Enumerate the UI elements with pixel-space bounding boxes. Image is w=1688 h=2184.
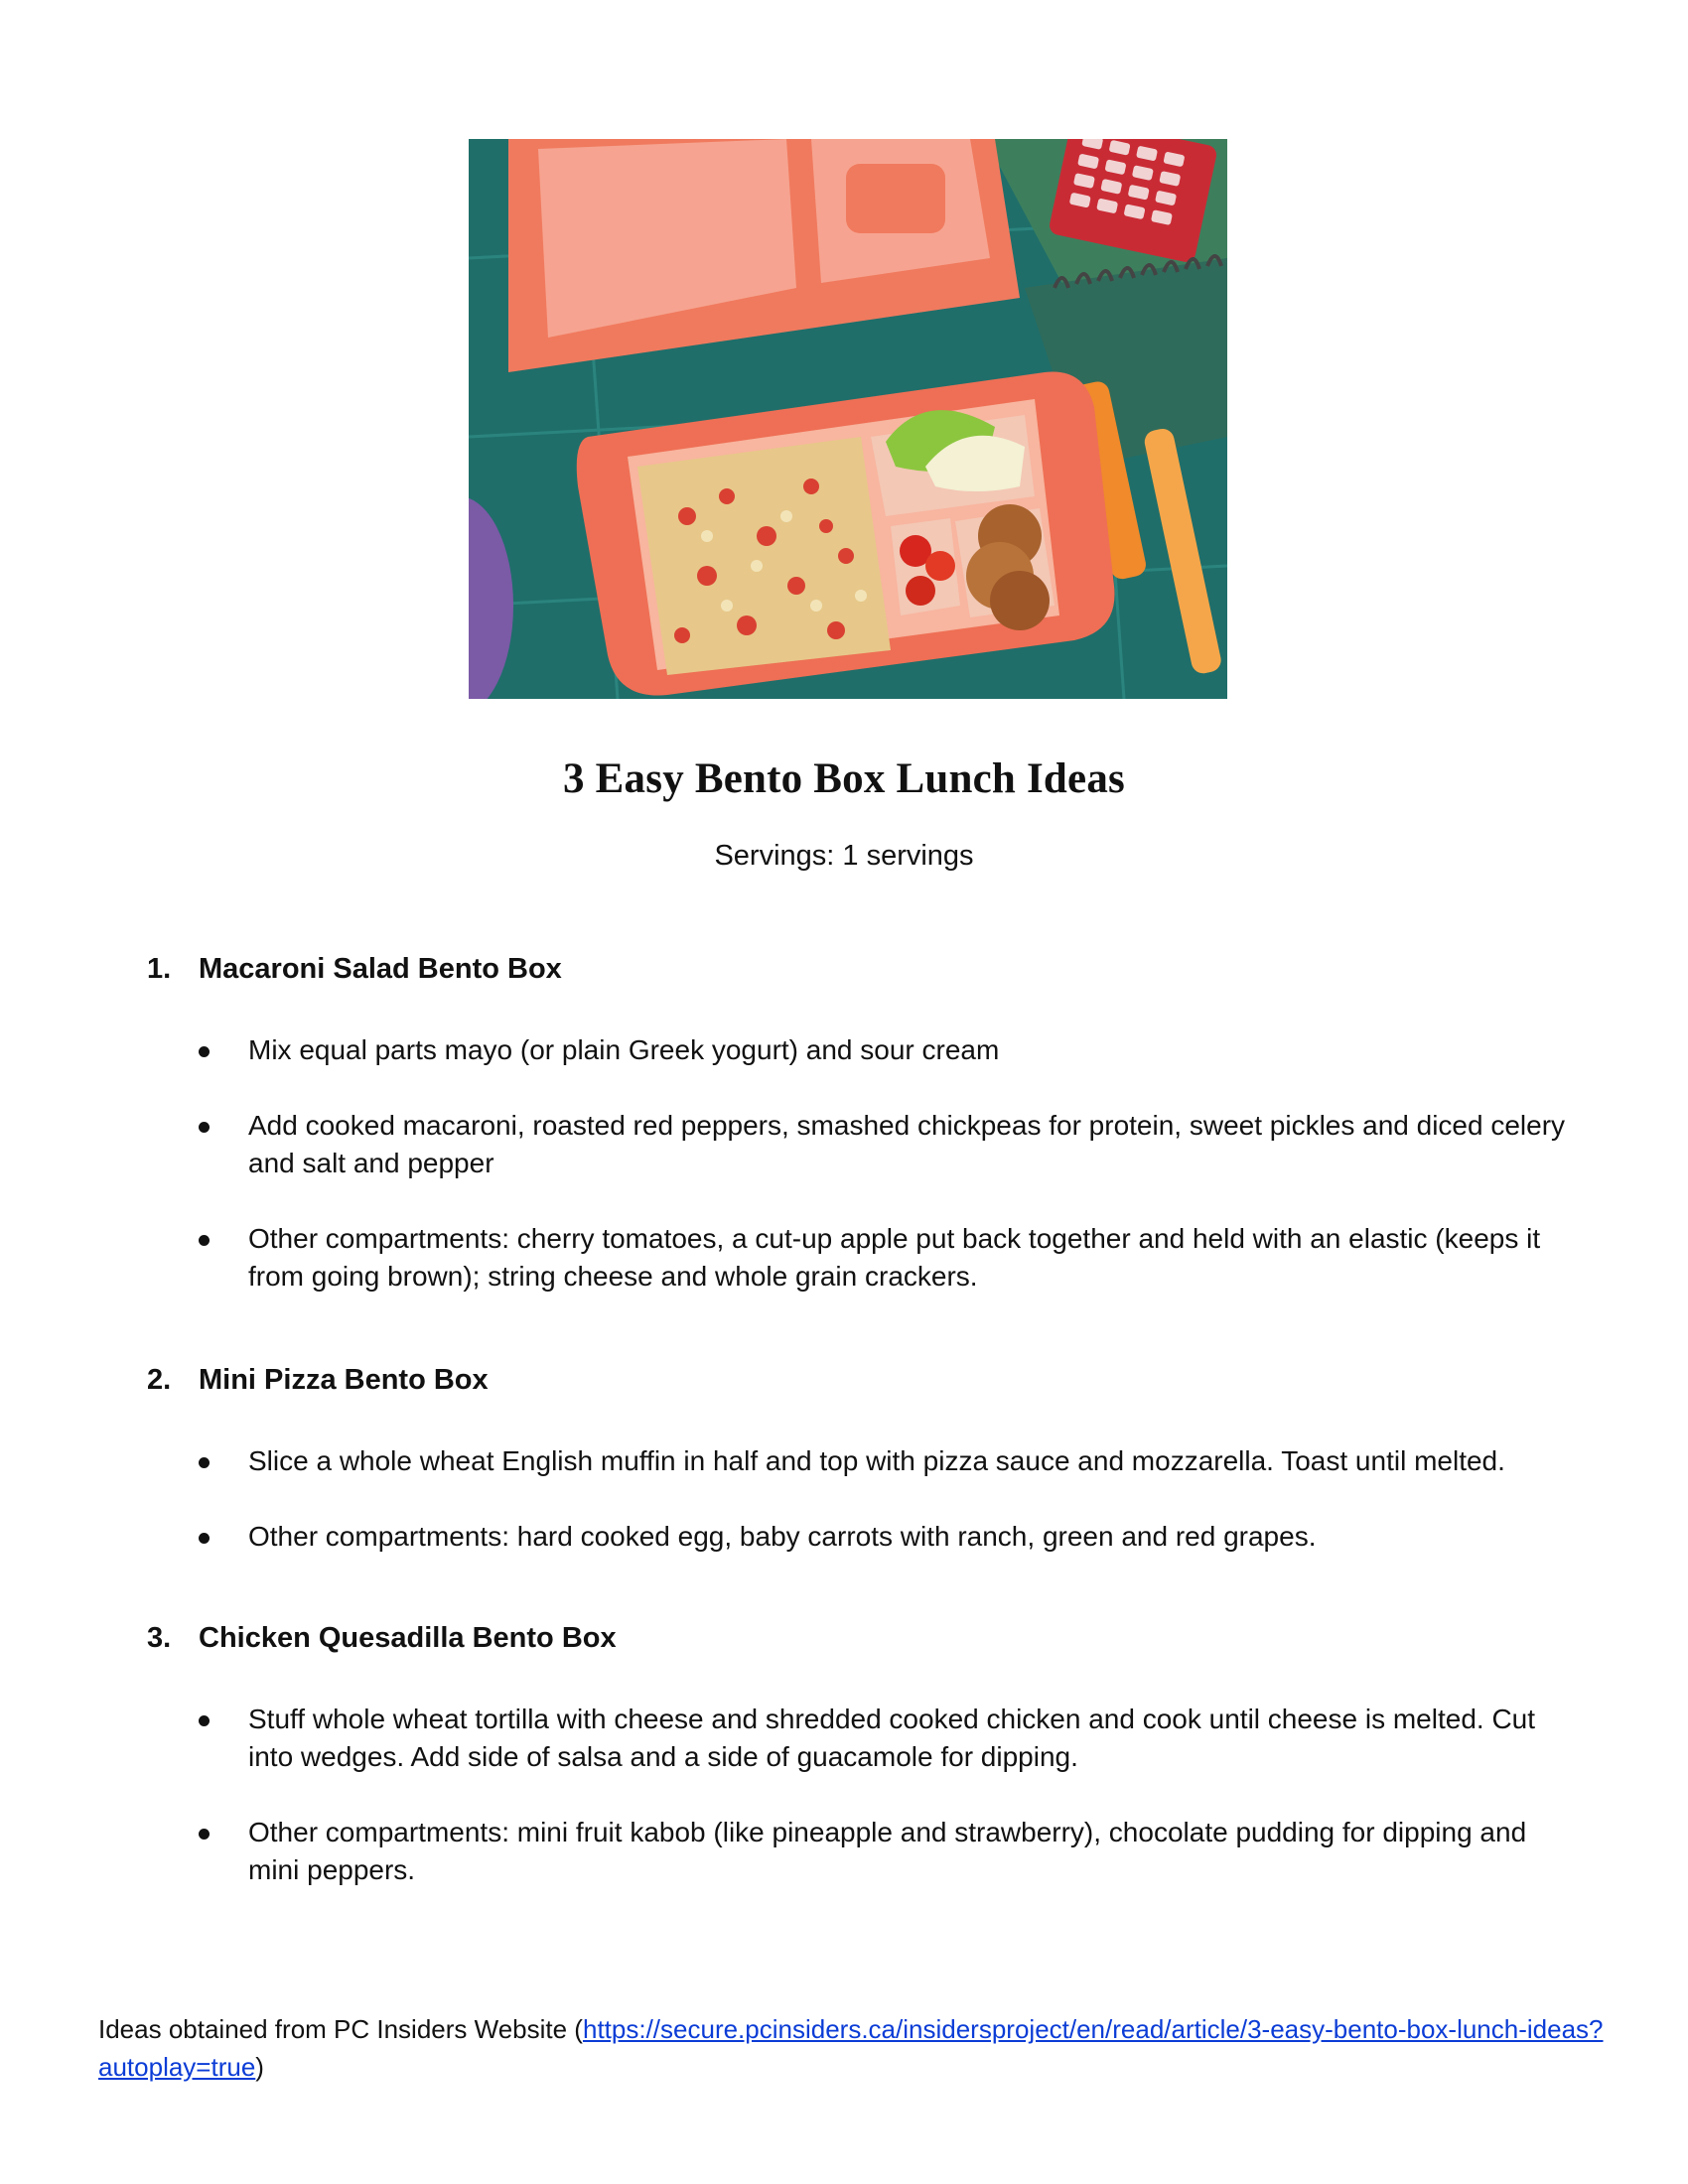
list-item-text: Other compartments: cherry tomatoes, a cut-up apple put back together and held with an elastic (keeps it from going brown); string cheese and whole grain crackers. (248, 1223, 1541, 1292)
servings-text: Servings: 1 servings (714, 840, 974, 872)
source-footer (98, 2010, 1608, 2086)
bullet-icon (199, 1533, 210, 1544)
section-title: Macaroni Salad Bento Box (199, 953, 562, 985)
section-number: 2. (147, 1364, 172, 1396)
source-link[interactable]: https://secure.pcinsiders.ca/insidersproject/en/read/article/3-easy-bento-box-lunch-ideas?autoplay=true (98, 2014, 1604, 2082)
section-heading (147, 1364, 489, 1397)
list-item-text: Add cooked macaroni, roasted red peppers, smashed chickpeas for protein, sweet pickles and diced celery and salt and pepper (248, 1110, 1566, 1178)
page-title: 3 Easy Bento Box Lunch Ideas (563, 755, 1125, 802)
bullet-icon (199, 1122, 210, 1133)
bullet-icon (199, 1235, 210, 1246)
list-item-text: Mix equal parts mayo (or plain Greek yogurt) and sour cream (248, 1034, 1000, 1065)
footer-suffix: ) (255, 2052, 264, 2082)
bullet-icon (199, 1715, 210, 1726)
bullet-icon (199, 1829, 210, 1840)
list-item-text: Other compartments: hard cooked egg, baby carrots with ranch, green and red grapes. (248, 1521, 1317, 1552)
section-heading (147, 953, 562, 986)
section-number: 1. (147, 953, 172, 985)
footer-prefix: Ideas obtained from PC Insiders Website ( (98, 2014, 583, 2044)
list-item-text: Stuff whole wheat tortilla with cheese and shredded cooked chicken and cook until cheese is melted. Cut into wedges. Add side of salsa and a side of guacamole for dipping. (248, 1704, 1536, 1772)
bento-box-photo (469, 139, 1227, 699)
list-item-text: Other compartments: mini fruit kabob (like pineapple and strawberry), chocolate pudding for dipping and mini peppers. (248, 1817, 1527, 1885)
bullet-icon (199, 1457, 210, 1468)
section-title: Mini Pizza Bento Box (199, 1364, 489, 1396)
section-number: 3. (147, 1622, 172, 1654)
section-heading (147, 1622, 617, 1655)
section-title: Chicken Quesadilla Bento Box (199, 1622, 617, 1654)
list-item-text: Slice a whole wheat English muffin in half and top with pizza sauce and mozzarella. Toast until melted. (248, 1445, 1505, 1476)
bullet-icon (199, 1046, 210, 1057)
